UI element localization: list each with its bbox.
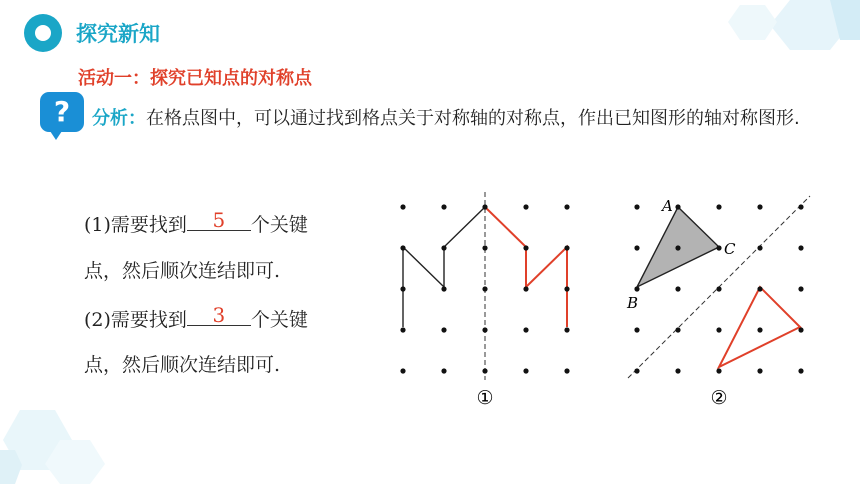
vertex-b-label: B <box>627 294 639 312</box>
analysis-text: 在格点图中，可以通过找到格点关于对称轴的对称点，作出已知图形的轴对称图形. <box>146 108 800 129</box>
figure-1-label: ① <box>476 387 494 409</box>
question-2-answer: 3 <box>212 303 226 327</box>
grid-point <box>757 286 762 291</box>
grid-point <box>441 286 446 291</box>
grid-point <box>400 204 405 209</box>
grid-point <box>523 368 528 373</box>
hexagon-decoration-bottom-left <box>0 390 140 484</box>
grid-point <box>798 204 803 209</box>
grid-point <box>798 245 803 250</box>
question-1-answer: 5 <box>212 208 226 232</box>
grid-point <box>523 245 528 250</box>
grid-point <box>675 245 680 250</box>
grid-point <box>634 204 639 209</box>
question-icon: ? <box>40 92 84 132</box>
vertex-a-label: A <box>662 197 673 215</box>
grid-point <box>441 368 446 373</box>
grid-point <box>400 245 405 250</box>
grid-point <box>634 327 639 332</box>
grid-point <box>716 245 721 250</box>
figure-1 <box>390 190 590 410</box>
question-1-suffix: 个关键 <box>250 214 308 236</box>
grid-point <box>482 286 487 291</box>
question-2-prefix: (2)需要找到 <box>84 309 187 331</box>
grid-point <box>716 204 721 209</box>
grid-point <box>757 245 762 250</box>
grid-points-2 <box>634 204 803 373</box>
grid-point <box>523 286 528 291</box>
section-title: 探究新知 <box>76 22 160 46</box>
grid-point <box>798 286 803 291</box>
grid-point <box>757 327 762 332</box>
question-1-prefix: (1)需要找到 <box>84 214 187 236</box>
grid-point <box>441 327 446 332</box>
analysis-label: 分析： <box>92 108 146 129</box>
grid-point <box>400 327 405 332</box>
hexagon-decoration-top-right <box>680 0 860 70</box>
grid-point <box>675 368 680 373</box>
grid-point <box>757 204 762 209</box>
grid-point <box>400 286 405 291</box>
grid-point <box>441 245 446 250</box>
grid-point <box>634 245 639 250</box>
question-2-blank <box>187 303 251 326</box>
grid-point <box>564 286 569 291</box>
activity-title: 活动一：探究已知点的对称点 <box>78 68 312 89</box>
question-icon-tail <box>48 128 64 140</box>
grid-point <box>482 368 487 373</box>
figure-2-label: ② <box>710 387 728 409</box>
reflected-shape-1 <box>485 207 567 327</box>
section-header <box>24 14 160 52</box>
grid-point <box>716 368 721 373</box>
figure-2 <box>620 190 820 410</box>
grid-point <box>482 327 487 332</box>
vertex-c-label: C <box>724 240 736 258</box>
grid-point <box>675 286 680 291</box>
grid-point <box>757 368 762 373</box>
grid-point <box>564 245 569 250</box>
grid-point <box>675 204 680 209</box>
magnifier-icon <box>24 14 62 52</box>
grid-point <box>716 327 721 332</box>
question-2-line2: 点，然后顺次连结即可. <box>84 354 281 376</box>
question-1 <box>84 208 308 237</box>
grid-point <box>523 204 528 209</box>
question-2 <box>84 303 308 332</box>
grid-point <box>564 368 569 373</box>
grid-point <box>798 327 803 332</box>
grid-point <box>441 204 446 209</box>
question-2-suffix: 个关键 <box>250 309 308 331</box>
reflected-triangle <box>719 287 800 367</box>
grid-point <box>523 327 528 332</box>
question-1-line2: 点，然后顺次连结即可. <box>84 260 281 282</box>
grid-point <box>716 286 721 291</box>
grid-point <box>798 368 803 373</box>
original-shape-1 <box>403 207 485 327</box>
grid-point <box>634 368 639 373</box>
grid-point <box>564 327 569 332</box>
grid-point <box>564 204 569 209</box>
analysis-paragraph <box>92 98 822 140</box>
grid-point <box>482 245 487 250</box>
grid-point <box>634 286 639 291</box>
question-1-blank <box>187 208 251 231</box>
grid-point <box>482 204 487 209</box>
grid-point <box>675 327 680 332</box>
grid-point <box>400 368 405 373</box>
